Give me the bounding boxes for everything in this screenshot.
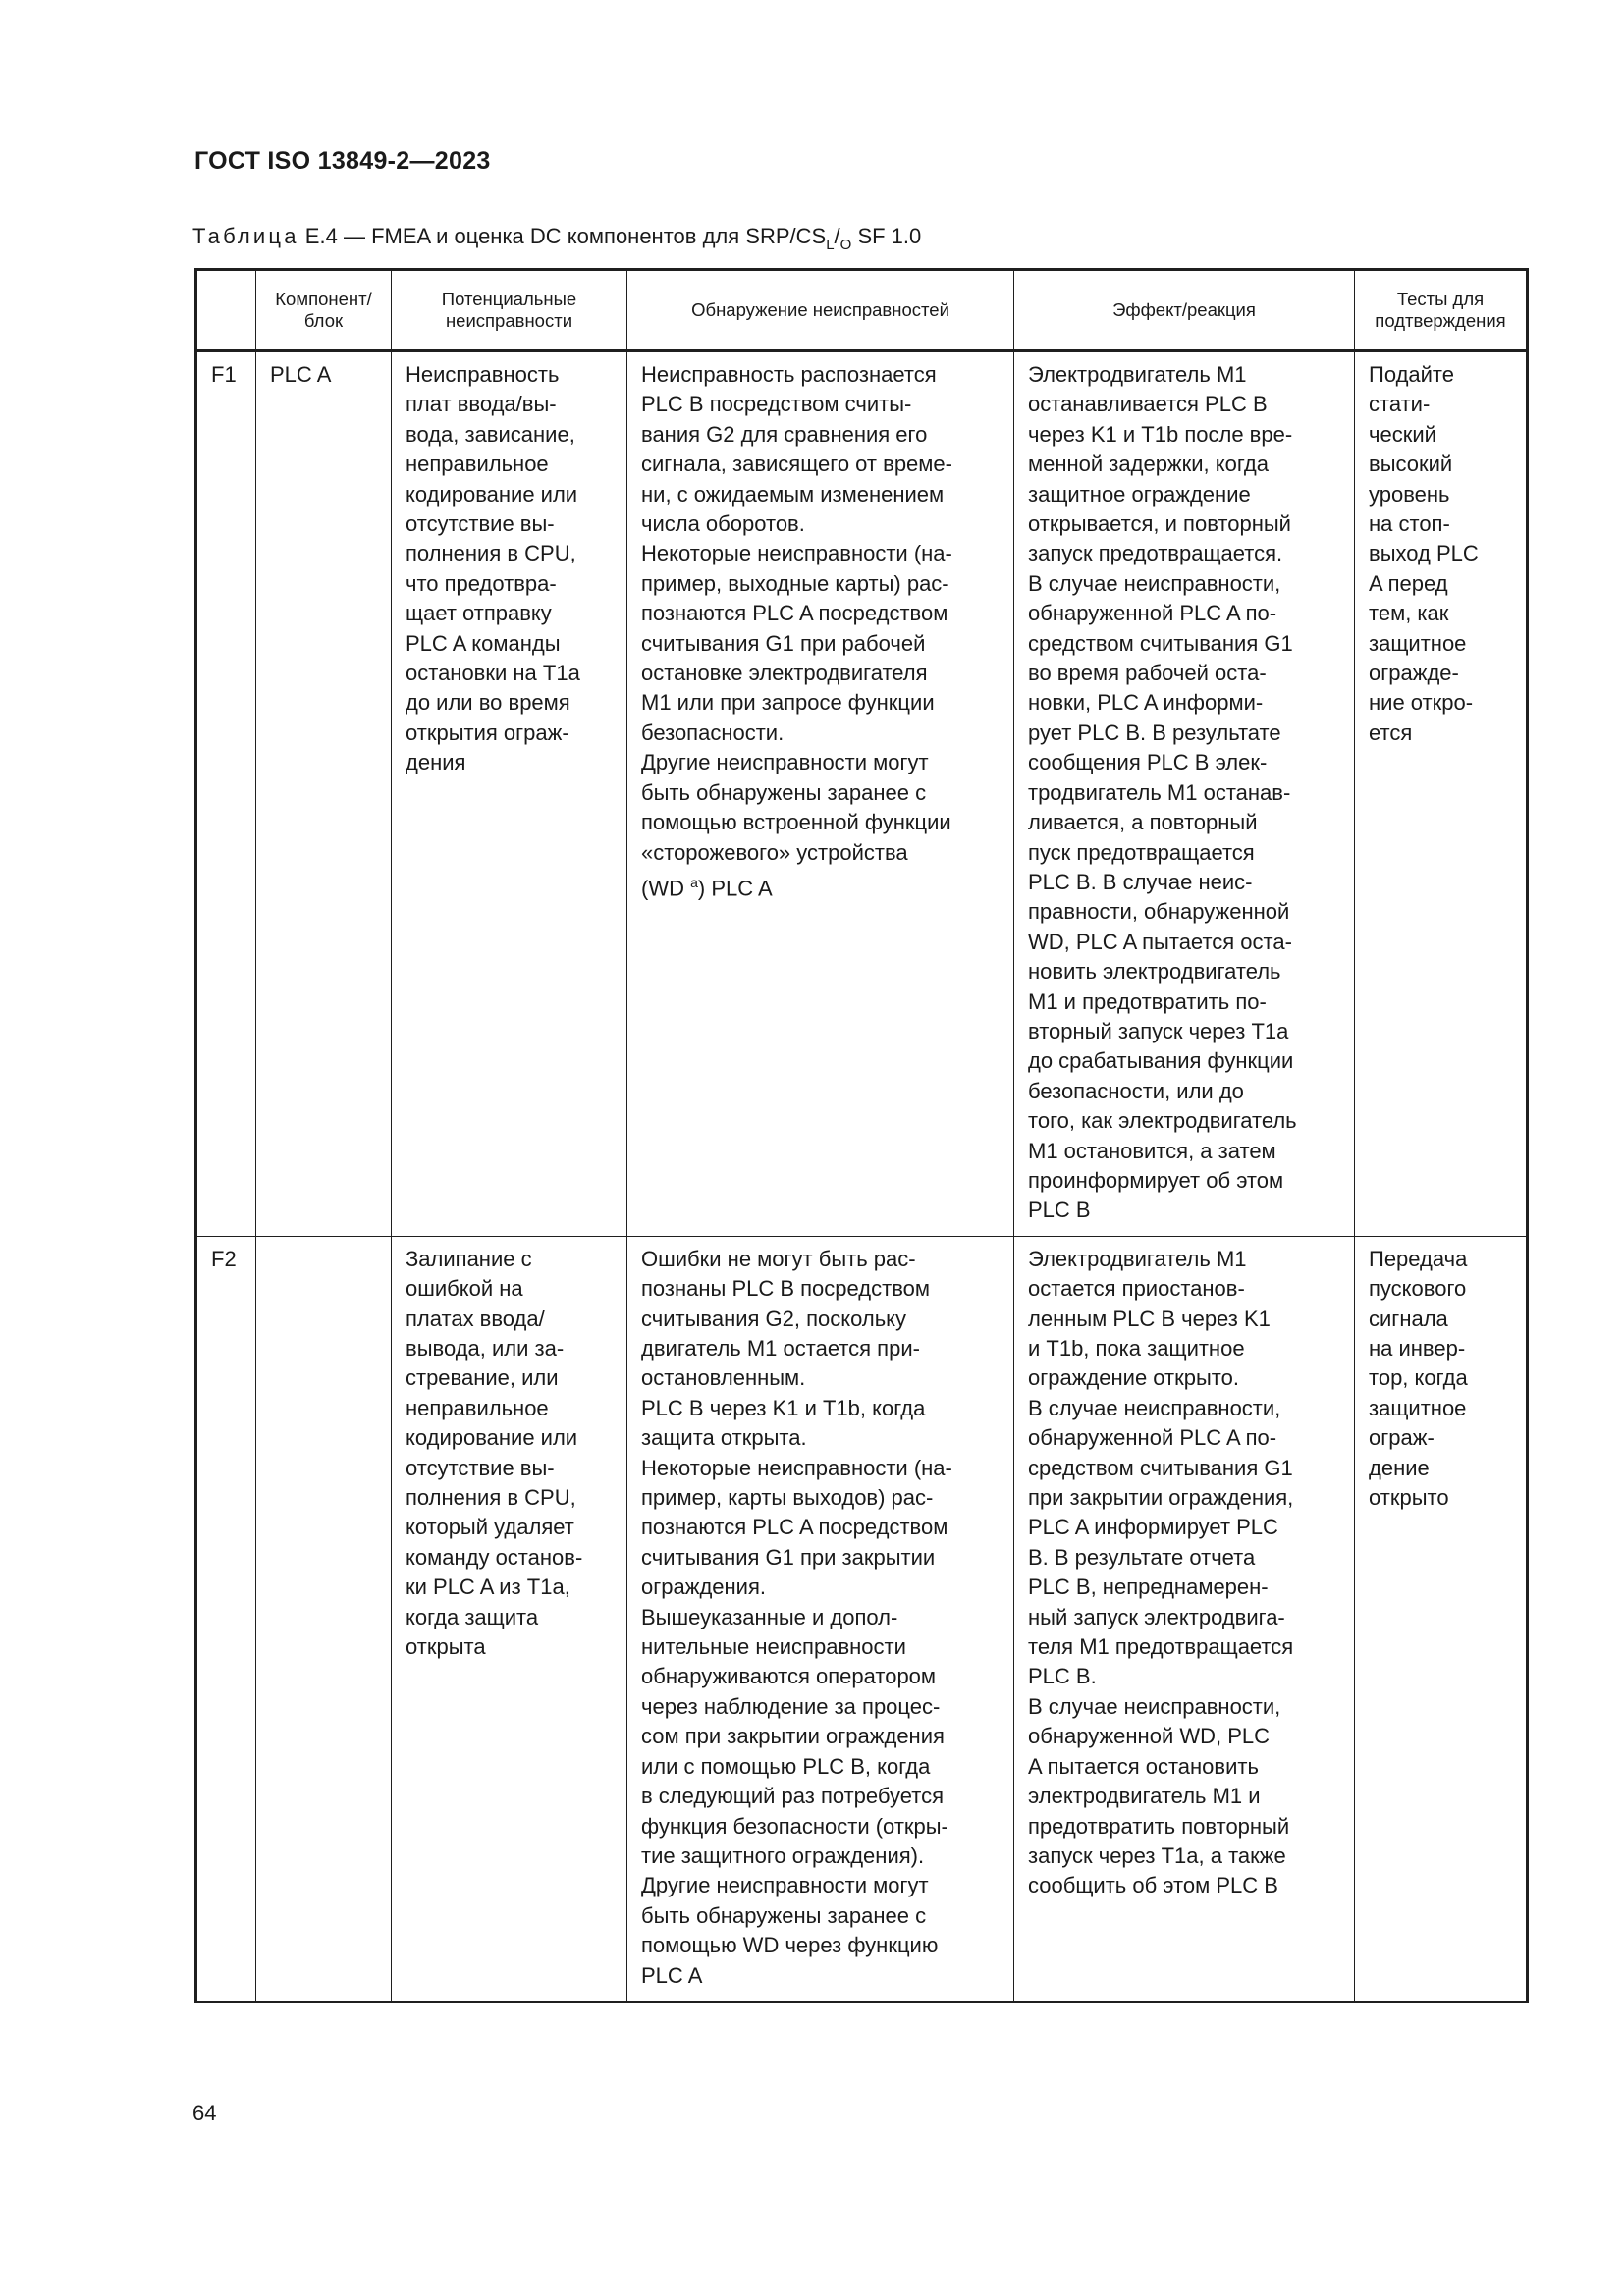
document-header: ГОСТ ISO 13849-2—2023 — [194, 147, 491, 175]
row-tests: Подайте стати- ческий высокий уровень на стоп- выход PLC A перед тем, как защитное огражде- ние откро- ется — [1355, 351, 1528, 1237]
row-tests: Передача пускового сигнала на инвер- тор, когда защитное ограж- дение открыто — [1355, 1236, 1528, 2002]
row-component: PLC A — [256, 351, 392, 1237]
caption-label: Таблица — [192, 224, 299, 248]
row-detection — [627, 351, 1014, 1237]
header-index — [196, 270, 256, 351]
header-failures: Потенциальные неисправности — [392, 270, 627, 351]
row-effect: Электродвигатель M1 останавливается PLC B через K1 и T1b после вре- менной задержки, когда защитное ограждение открывается, и повторный запуск предотвращается. В случае неисправности, обнаруженной PLC A по- средством считывания G1 во время рабочей оста- новки, PLC A информи- рует PLC B. В результате сообщения PLC B элек- тродвигатель M1 останав- ливается, а повторный пуск предотвращается PLC B. В случае неис- правности, обнаруженной WD, PLC A пытается оста- новить электродвигатель M1 и предотвратить по- вторный запуск через T1a до срабатывания функции безопасности, или до того, как электродвигатель M1 остановится, а затем проинформирует об этом PLC B — [1014, 351, 1355, 1237]
row-id: F2 — [196, 1236, 256, 2002]
header-component: Компонент/ блок — [256, 270, 392, 351]
row-detection-end: ) PLC A — [697, 876, 773, 901]
header-tests: Тесты для подтверждения — [1355, 270, 1528, 351]
row-detection: Ошибки не могут быть рас- познаны PLC B посредством считывания G2, поскольку двигатель M1 остается при- остановленным. PLC B через K1 и T1b, когда защита открыта. Некоторые неисправности (на- пример, карты выходов) рас- познаются PLC A посредством считывания G1 при закрытии ограждения. Вышеуказанные и допол- нительные неисправности обнаруживаются оператором через наблюдение за процес- сом при закрытии ограждения или с помощью PLC B, когда в следующий раз потребуется функция безопасности (откры- тие защитного ограждения). Другие неисправности могут быть обнаружены заранее с помощью WD через функцию PLC A — [627, 1236, 1014, 2002]
table-caption — [192, 224, 921, 253]
row-failures: Залипание с ошибкой на платах ввода/ вывода, или за- стревание, или неправильное кодирование или отсутствие вы- полнения в CPU, который удаляет команду останов- ки PLC A из T1a, когда защита открыта — [392, 1236, 627, 2002]
fmea-table — [194, 268, 1529, 2003]
row-failures: Неисправность плат ввода/вы- вода, зависание, неправильное кодирование или отсутствие вы- полнения в CPU, что предотвра- щает отправку PLC A команды остановки на T1a до или во время открытия ограж- дения — [392, 351, 627, 1237]
header-detection: Обнаружение неисправностей — [627, 270, 1014, 351]
caption-subscript-sep: / — [834, 224, 840, 248]
caption-subscript-l: L — [826, 237, 835, 253]
row-effect: Электродвигатель M1 остается приостанов- ленным PLC B через K1 и T1b, пока защитное ограждение открыто. В случае неисправности, обнаруженной PLC A по- средством считывания G1 при закрытии ограждения, PLC A информирует PLC B. В результате отчета PLC B, непреднамерен- ный запуск электродвига- теля M1 предотвращается PLC B. В случае неисправности, обнаруженной WD, PLC A пытается остановить электродвигатель M1 и предотвратить повторный запуск через T1a, а также сообщить об этом PLC B — [1014, 1236, 1355, 2002]
caption-text-end: SF 1.0 — [857, 224, 922, 248]
caption-text: — FMEA и оценка DC компонентов для SRP/CS — [343, 224, 827, 248]
table-header-row — [196, 270, 1528, 351]
header-effect: Эффект/реакция — [1014, 270, 1355, 351]
caption-subscript-o: O — [839, 237, 852, 253]
row-id: F1 — [196, 351, 256, 1237]
page-number: 64 — [192, 2101, 217, 2125]
table-row — [196, 1236, 1528, 2002]
table-row — [196, 351, 1528, 1237]
footnote-mark: a — [690, 874, 698, 890]
row-detection-text: Неисправность распознается PLC B посредством считы- вания G2 для сравнения его сигнала, зависящего от време- ни, с ожидаемым изменением числа оборотов. Некоторые неисправности (на- пример, выходные карты) рас- познаются PLC A посредством считывания G1 при рабочей остановке электродвигателя M1 или при запросе функции безопасности. Другие неисправности могут быть обнаружены заранее с помощью встроенной функции «сторожевого» устройства (WD — [641, 362, 952, 901]
row-component — [256, 1236, 392, 2002]
caption-number: E.4 — [304, 224, 338, 248]
